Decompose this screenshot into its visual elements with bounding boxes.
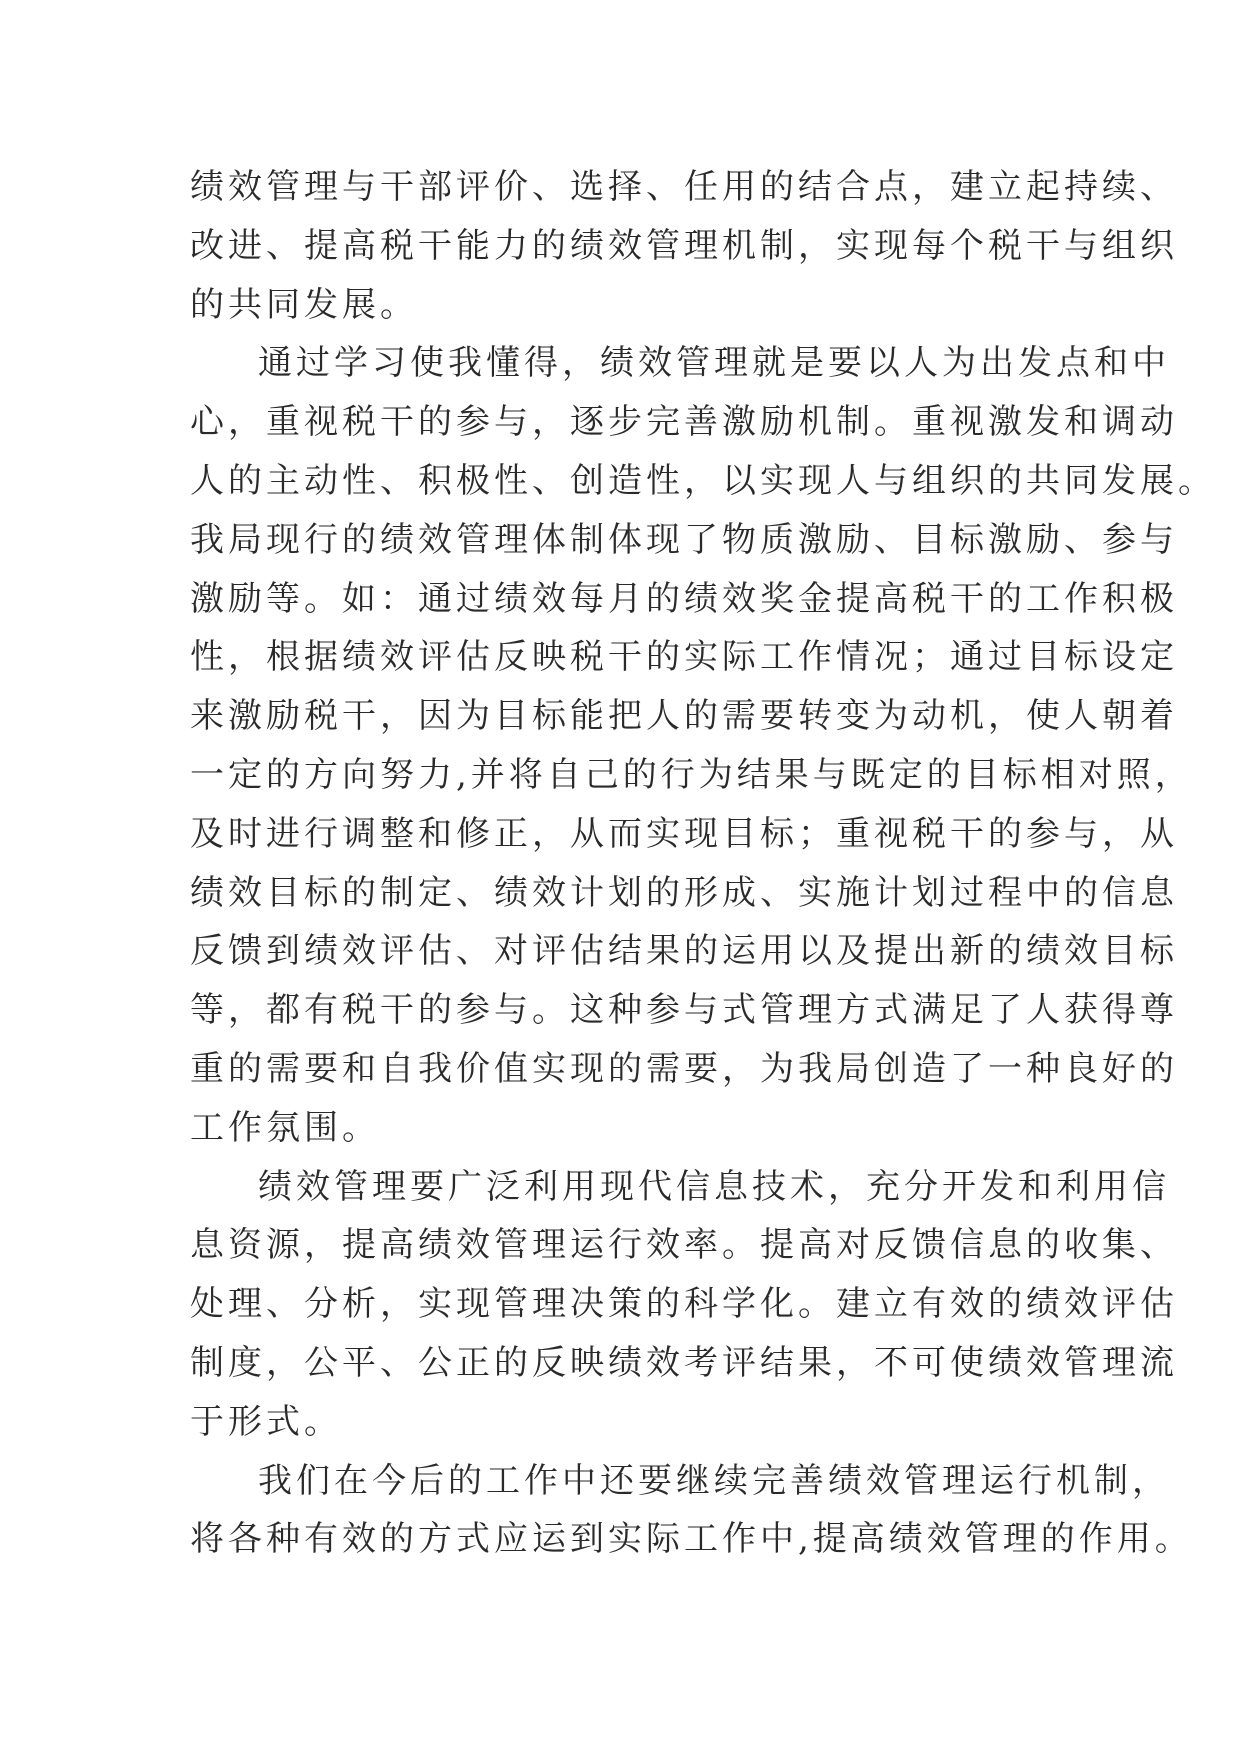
- text-line: 来激励税干，因为目标能把人的需要转变为动机，使人朝着: [190, 696, 1178, 737]
- paragraph-2: [190, 334, 1216, 1157]
- text-line: 等，都有税干的参与。这种参与式管理方式满足了人获得尊: [190, 990, 1178, 1031]
- paragraph-1: [190, 158, 1178, 334]
- text-line: 于形式。: [190, 1401, 342, 1442]
- text-line: 绩效目标的制定、绩效计划的形成、实施计划过程中的信息: [190, 872, 1178, 913]
- text-line: 的共同发展。: [190, 284, 418, 325]
- text-line: 一定的方向努力,并将自己的行为结果与既定的目标相对照，: [190, 754, 1193, 795]
- text-line: 制度，公平、公正的反映绩效考评结果，不可使绩效管理流: [190, 1342, 1178, 1383]
- text-line: 反馈到绩效评估、对评估结果的运用以及提出新的绩效目标: [190, 931, 1178, 972]
- text-line: 我们在今后的工作中还要继续完善绩效管理运行机制，: [258, 1460, 1170, 1501]
- text-line: 通过学习使我懂得，绩效管理就是要以人为出发点和中: [258, 343, 1170, 384]
- text-line: 心，重视税干的参与，逐步完善激励机制。重视激发和调动: [190, 402, 1178, 443]
- text-line: 性，根据绩效评估反映税干的实际工作情况；通过目标设定: [190, 637, 1178, 678]
- text-line: 重的需要和自我价值实现的需要，为我局创造了一种良好的: [190, 1048, 1178, 1089]
- text-line: 绩效管理与干部评价、选择、任用的结合点，建立起持续、: [190, 167, 1178, 207]
- text-line: 人的主动性、积极性、创造性，以实现人与组织的共同发展。: [190, 460, 1216, 501]
- text-line: 绩效管理要广泛利用现代信息技术，充分开发和利用信: [258, 1166, 1170, 1207]
- text-line: 我局现行的绩效管理体制体现了物质激励、目标激励、参与: [190, 519, 1178, 560]
- text-line: 将各种有效的方式应运到实际工作中,提高绩效管理的作用。: [190, 1519, 1193, 1560]
- text-line: 及时进行调整和修正，从而实现目标；重视税干的参与，从: [190, 813, 1178, 854]
- text-line: 工作氛围。: [190, 1107, 380, 1148]
- body-text: [190, 158, 1216, 1569]
- text-line: 改进、提高税干能力的绩效管理机制，实现每个税干与组织: [190, 225, 1178, 266]
- paragraph-3: [190, 1158, 1178, 1452]
- text-line: 激励等。如：通过绩效每月的绩效奖金提高税干的工作积极: [190, 578, 1178, 619]
- paragraph-4: [190, 1452, 1193, 1570]
- text-line: 处理、分析，实现管理决策的科学化。建立有效的绩效评估: [190, 1284, 1178, 1325]
- text-line: 息资源，提高绩效管理运行效率。提高对反馈信息的收集、: [190, 1225, 1178, 1266]
